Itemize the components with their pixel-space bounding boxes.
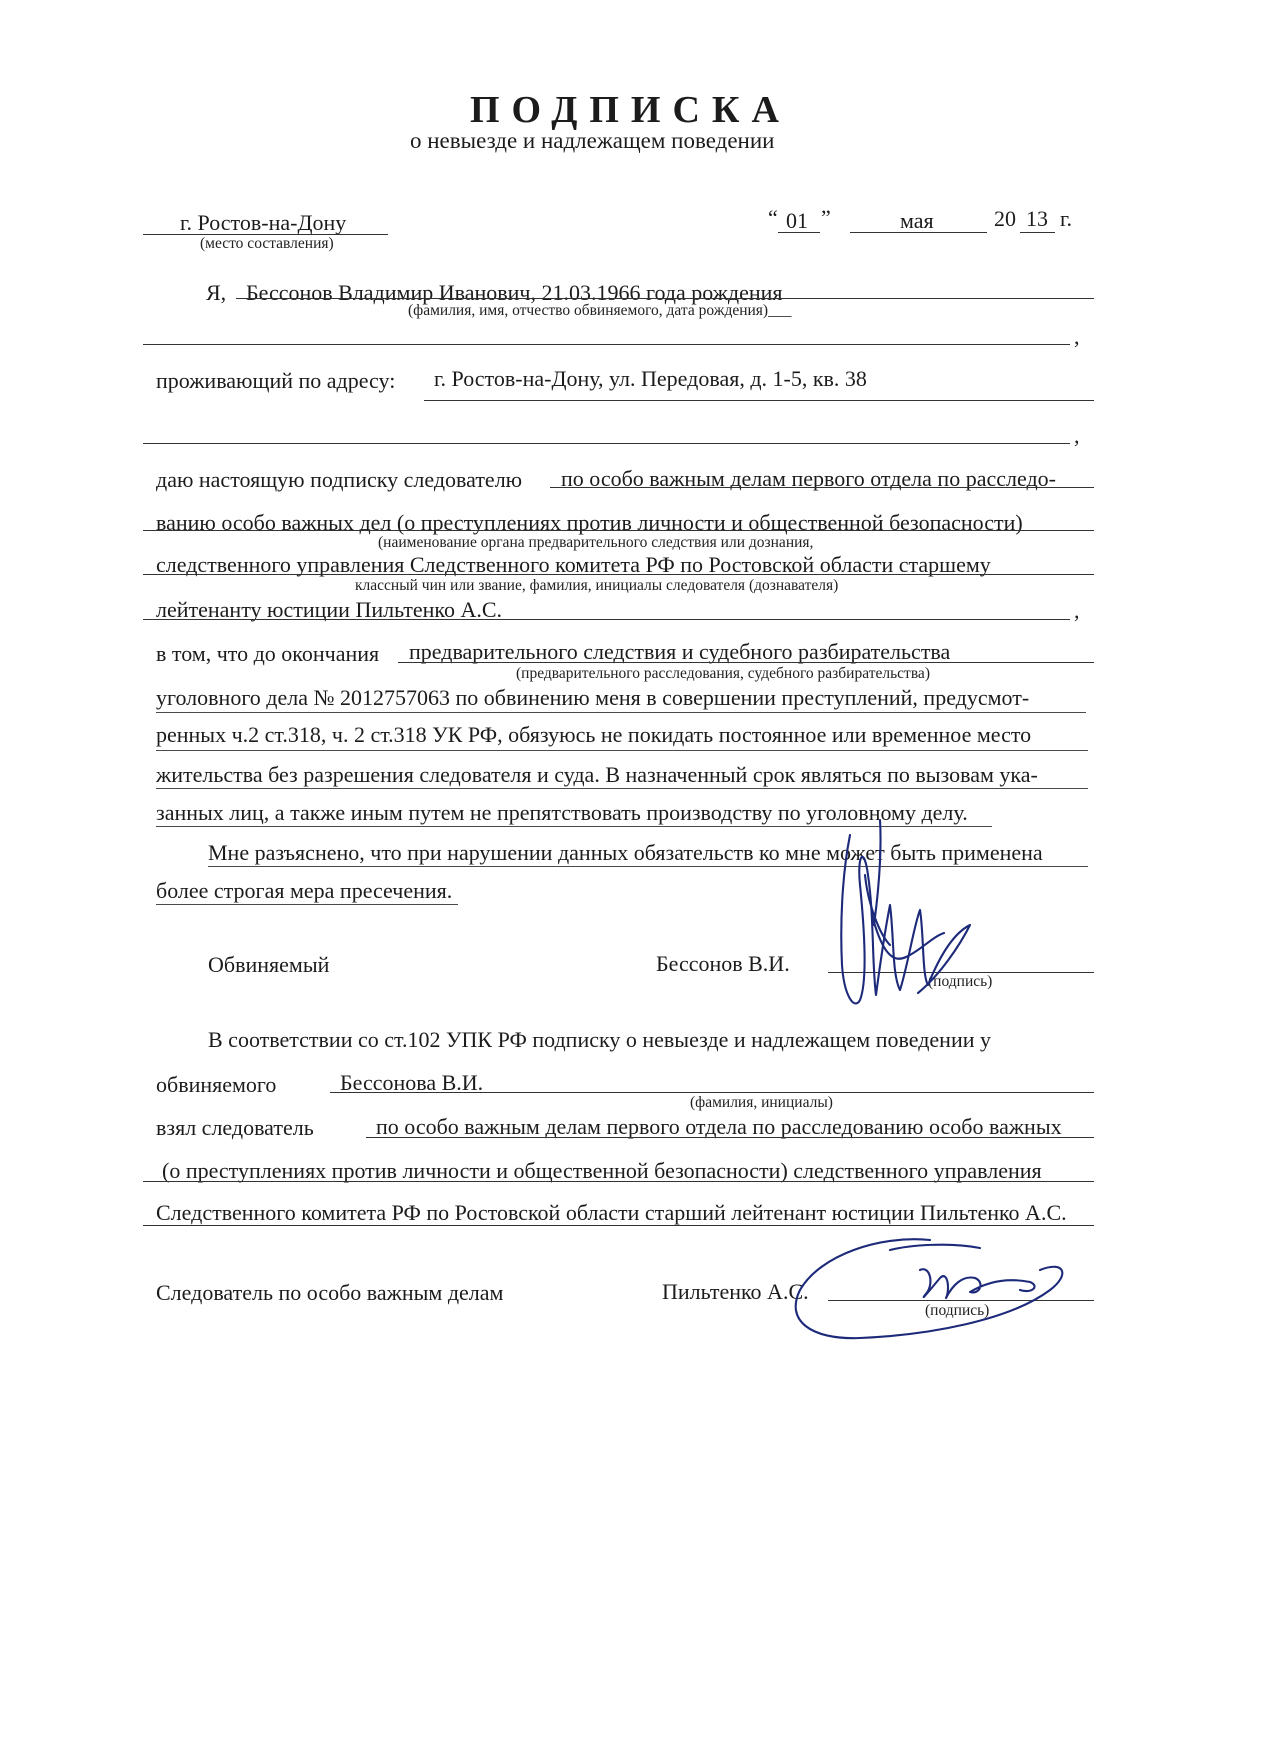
investigator-line4: лейтенанту юстиции Пильтенко А.С. — [156, 597, 503, 622]
document-subtitle: о невыезде и надлежащем поведении — [410, 128, 775, 153]
accused-signature-role: Обвиняемый — [208, 952, 330, 977]
explanation-line-2-highlight — [156, 904, 458, 905]
accused-caption: (фамилия, имя, отчество обвиняемого, дата рождения)___ — [408, 302, 792, 319]
taken-investigator-line1-underline — [366, 1137, 1094, 1138]
investigator-line4-underline — [143, 619, 1070, 620]
obligation-caption: (предварительного расследования, судебного разбирательства) — [516, 665, 930, 682]
obligation-value: предварительного следствия и судебного разбирательства — [409, 639, 951, 664]
obligation-line-3: жительства без разрешения следователя и суда. В назначенный срок являться по вызовам ука- — [156, 762, 1038, 787]
obligation-underline — [398, 662, 1094, 663]
accused-prefix: Я, — [206, 280, 227, 305]
date-month: мая — [900, 208, 934, 233]
obligation-line-4: занных лиц, а также иным путем не препятствовать производству по уголовному делу. — [156, 800, 968, 825]
taken-investigator-label: взял следователь — [156, 1115, 314, 1140]
place-caption: (место составления) — [200, 235, 334, 252]
date-year-prefix: 20 — [994, 206, 1016, 231]
place-value: г. Ростов-на-Дону — [180, 210, 347, 235]
taken-investigator-line1: по особо важным делам первого отдела по расследованию особо важных — [376, 1114, 1062, 1139]
taken-investigator-line3: Следственного комитета РФ по Ростовской области старший лейтенант юстиции Пильтенко А.С. — [156, 1200, 1067, 1225]
investigator-line2-underline — [143, 530, 1094, 531]
investigator-line2: ванию особо важных дел (о преступлениях против личности и общественной безопасности) — [156, 510, 1023, 535]
taken-investigator-line2: (о преступлениях против личности и общественной безопасности) следственного управления — [162, 1158, 1042, 1183]
explanation-line-1: Мне разъяснено, что при нарушении данных обязательств ко мне может быть применена — [208, 840, 1043, 865]
explanation-line-2: более строгая мера пресечения. — [156, 878, 453, 903]
investigator-line1: по особо важным делам первого отдела по расследо- — [561, 466, 1056, 491]
taken-accused-label: обвиняемого — [156, 1072, 277, 1097]
obligation-line-2-highlight — [156, 750, 1088, 751]
investigator-line3: следственного управления Следственного комитета РФ по Ростовской области старшему — [156, 552, 991, 577]
obligation-line-1-highlight — [156, 712, 1086, 713]
taken-investigator-line2-underline — [143, 1181, 1094, 1182]
date-open-quote: “ — [768, 205, 778, 230]
date-close-quote: ” — [821, 205, 831, 230]
investigator-handwritten-signature — [770, 1220, 1080, 1350]
obligation-label: в том, что до окончания — [156, 641, 380, 666]
accused-underline — [236, 298, 1094, 299]
date-year-suffix: 13 — [1026, 206, 1048, 231]
investigator-label: даю настоящую подписку следователю — [156, 467, 523, 492]
taken-accused-name: Бессонова В.И. — [340, 1070, 484, 1095]
date-year-underline — [1020, 232, 1055, 233]
date-year-mark: г. — [1060, 206, 1073, 231]
investigator-line3-underline — [143, 574, 1094, 575]
document-title: ПОДПИСКА — [470, 89, 791, 131]
accused-value: Бессонов Владимир Иванович, 21.03.1966 года рождения — [246, 280, 783, 305]
investigator-caption2: классный чин или звание, фамилия, инициалы следователя (дознавателя) — [355, 577, 839, 594]
investigator-caption1: (наименование органа предварительного следствия или дознания, — [378, 534, 814, 551]
taken-accused-caption: (фамилия, инициалы) — [690, 1094, 833, 1111]
date-day: 01 — [786, 208, 808, 233]
investigator-line1-underline — [550, 487, 1094, 488]
date-month-underline — [850, 232, 987, 233]
obligation-line-2: ренных ч.2 ст.318, ч. 2 ст.318 УК РФ, обязуюсь не покидать постоянное или временное место — [156, 722, 1032, 747]
obligation-line-1: уголовного дела № 2012757063 по обвинению меня в совершении преступлений, предусмот- — [156, 685, 1030, 710]
accused-blank-line — [143, 344, 1070, 345]
accused-handwritten-signature — [820, 815, 980, 1025]
address-blank-line — [143, 443, 1070, 444]
accused-signature-caption: (подпись) — [928, 973, 993, 990]
address-value: г. Ростов-на-Дону, ул. Передовая, д. 1-5, кв. 38 — [434, 366, 867, 391]
date-day-underline — [778, 232, 820, 233]
address-label: проживающий по адресу: — [156, 368, 396, 393]
investigator-signature-role: Следователь по особо важным делам — [156, 1280, 504, 1305]
accused-signature-name: Бессонов В.И. — [656, 951, 790, 976]
address-comma: , — [1074, 423, 1080, 448]
investigator-signature-name: Пильтенко А.С. — [662, 1279, 809, 1304]
investigator-comma: , — [1074, 598, 1080, 623]
taken-accused-underline — [330, 1092, 1094, 1093]
accused-comma: , — [1074, 324, 1080, 349]
obligation-line-3-highlight — [156, 788, 1088, 789]
investigator-signature-caption: (подпись) — [925, 1302, 990, 1319]
taken-text: В соответствии со ст.102 УПК РФ подписку о невыезде и надлежащем поведении у — [208, 1027, 991, 1052]
address-underline — [424, 400, 1094, 401]
